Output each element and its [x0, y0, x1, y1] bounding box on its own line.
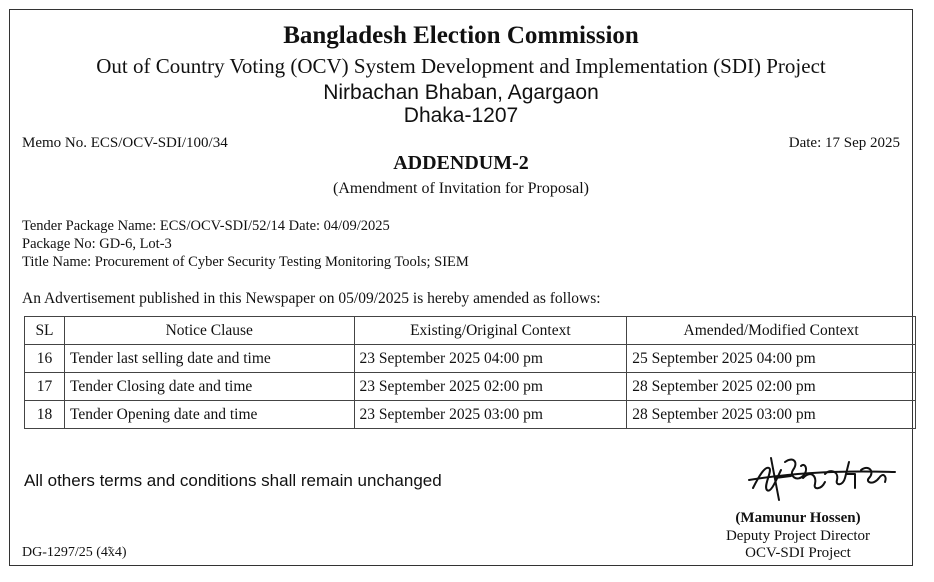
- cell-notice-clause: Tender Opening date and time: [64, 401, 354, 429]
- address-line-1: Nirbachan Bhaban, Agargaon: [323, 81, 599, 104]
- signatory-name: (Mamunur Hossen): [735, 510, 861, 526]
- table-row: [25, 373, 916, 401]
- cell-amended-context: 28 September 2025 03:00 pm: [627, 401, 916, 429]
- tender-title-name: Title Name: Procurement of Cyber Security Testing Monitoring Tools; SIEM: [22, 254, 469, 270]
- cell-amended-context: 28 September 2025 02:00 pm: [627, 373, 916, 401]
- table-row: [25, 401, 916, 429]
- document-reference: DG-1297/25 (4̃x4): [22, 545, 127, 560]
- table-header-row: [25, 317, 916, 345]
- cell-existing-context: 23 September 2025 04:00 pm: [354, 345, 627, 373]
- handwritten-signature: [745, 448, 905, 510]
- addendum-subheading: (Amendment of Invitation for Proposal): [333, 180, 589, 197]
- address-line-2: Dhaka-1207: [403, 104, 519, 127]
- amendment-table: [24, 316, 916, 429]
- cell-notice-clause: Tender Closing date and time: [64, 373, 354, 401]
- cell-existing-context: 23 September 2025 03:00 pm: [354, 401, 627, 429]
- closing-note: All others terms and conditions shall remain unchanged: [24, 471, 442, 490]
- organization-name: Bangladesh Election Commission: [283, 22, 639, 49]
- memo-date: Date: 17 Sep 2025: [788, 135, 900, 151]
- column-header-sl: SL: [25, 317, 65, 345]
- column-header-existing-context: Existing/Original Context: [354, 317, 627, 345]
- addendum-heading: ADDENDUM-2: [393, 152, 529, 174]
- memo-number: Memo No. ECS/OCV-SDI/100/34: [22, 135, 228, 151]
- cell-existing-context: 23 September 2025 02:00 pm: [354, 373, 627, 401]
- advertisement-statement: An Advertisement published in this Newspaper on 05/09/2025 is hereby amended as follows:: [22, 290, 601, 307]
- signatory-designation: Deputy Project Director: [725, 528, 871, 544]
- cell-amended-context: 25 September 2025 04:00 pm: [627, 345, 916, 373]
- signatory-project: OCV-SDI Project: [745, 545, 851, 561]
- document-frame: [9, 9, 913, 566]
- cell-notice-clause: Tender last selling date and time: [64, 345, 354, 373]
- tender-package-name: Tender Package Name: ECS/OCV-SDI/52/14 Date: 04/09/2025: [22, 218, 390, 234]
- cell-sl: 17: [25, 373, 65, 401]
- cell-sl: 16: [25, 345, 65, 373]
- tender-package-no: Package No: GD-6, Lot-3: [22, 236, 172, 252]
- cell-sl: 18: [25, 401, 65, 429]
- column-header-amended-context: Amended/Modified Context: [627, 317, 916, 345]
- column-header-notice-clause: Notice Clause: [64, 317, 354, 345]
- project-name: Out of Country Voting (OCV) System Development and Implementation (SDI) Project: [96, 54, 826, 78]
- table-row: [25, 345, 916, 373]
